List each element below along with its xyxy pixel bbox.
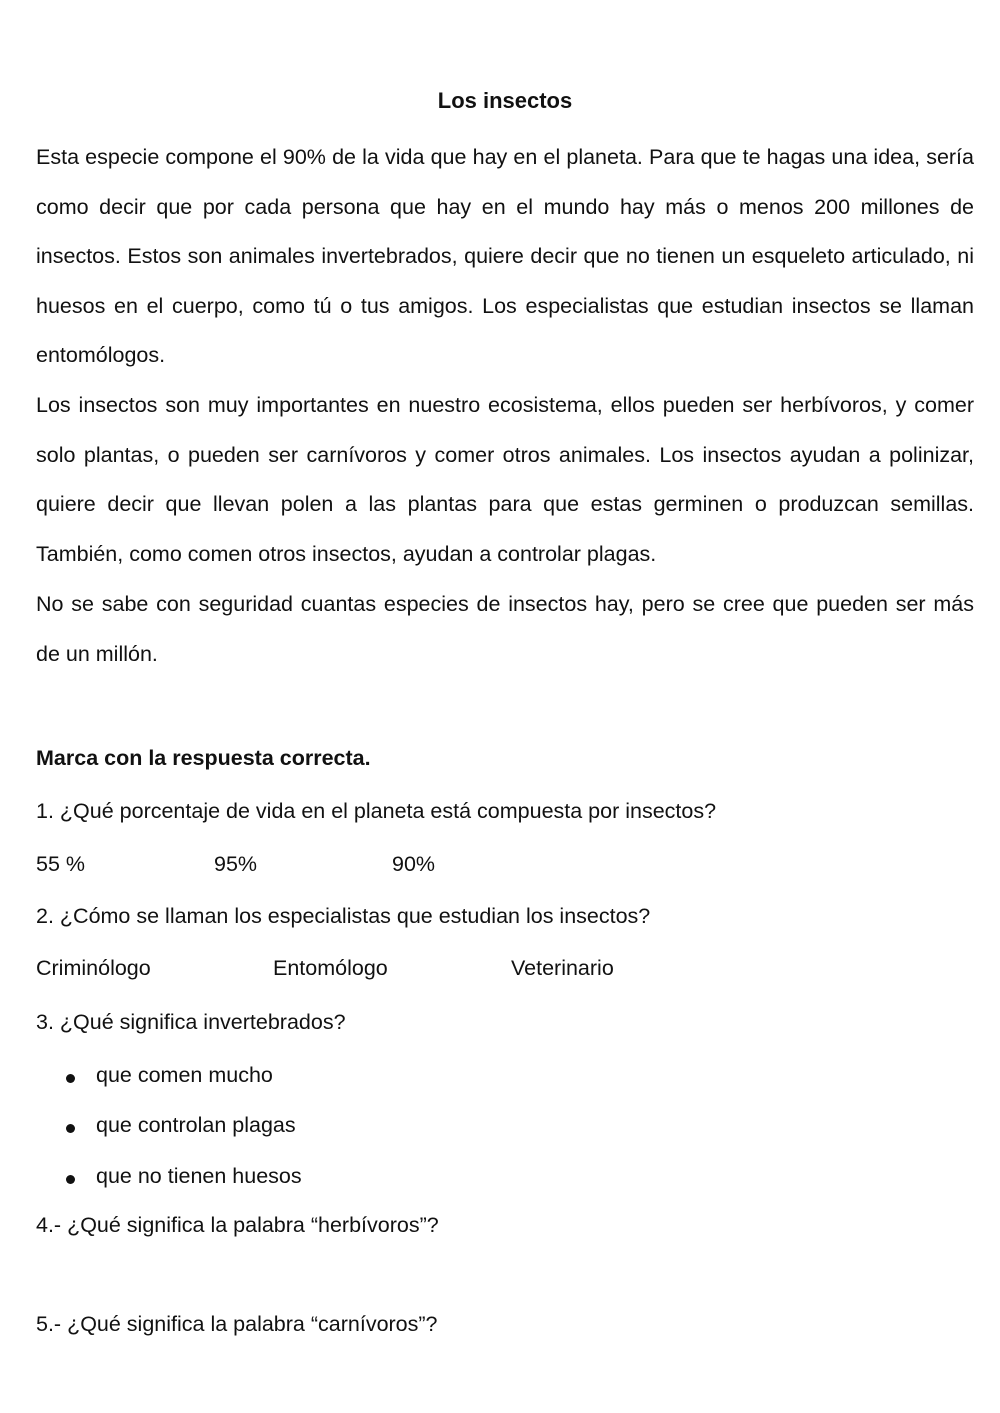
question-1-text: 1. ¿Qué porcentaje de vida en el planeta está compuesta por insectos? [36,799,717,823]
question-5-text: 5.- ¿Qué significa la palabra “carnívoros”? [36,1312,438,1336]
question-3-text: 3. ¿Qué significa invertebrados? [36,1010,346,1034]
question-2-option-c[interactable]: Veterinario [511,956,614,980]
question-1-option-a[interactable]: 55 % [36,852,86,876]
question-3-option-a[interactable]: que comen mucho [96,1063,273,1087]
question-2-text: 2. ¿Cómo se llaman los especialistas que estudian los insectos? [36,904,651,928]
question-1-option-b[interactable]: 95% [214,852,258,876]
bullet-icon [66,1175,75,1184]
reading-paragraph-2: Los insectos son muy importantes en nuestro ecosistema, ellos pueden ser herbívoros, y comer solo plantas, o pueden ser carnívoros y comer otros animales. Los insectos ayudan a polinizar, quiere decir que llevan polen a las plantas para que estas germinen o produzcan semillas. También, como comen otros insectos, ayudan a controlar plagas. [36,393,974,566]
worksheet-title: Los insectos [437,88,573,113]
bullet-icon [66,1124,75,1133]
question-2-option-b[interactable]: Entomólogo [273,956,388,980]
question-3-option-b[interactable]: que controlan plagas [96,1113,296,1137]
reading-paragraph-1: Esta especie compone el 90% de la vida que hay en el planeta. Para que te hagas una idea, sería como decir que por cada persona que hay en el mundo hay más o menos 200 millones de insectos. Estos son animales invertebrados, quiere decir que no tienen un esqueleto articulado, ni huesos en el cuerpo, como tú o tus amigos. Los especialistas que estudian insectos se llaman entomólogos. [36,145,974,367]
question-1-option-c[interactable]: 90% [392,852,436,876]
bullet-icon [66,1074,75,1083]
reading-paragraph-3: No se sabe con seguridad cuantas especies de insectos hay, pero se cree que pueden ser más de un millón. [36,592,974,666]
instructions-heading: Marca con la respuesta correcta. [36,746,371,770]
question-2-option-a[interactable]: Criminólogo [36,956,151,980]
question-3-option-c[interactable]: que no tienen huesos [96,1164,302,1188]
question-4-text: 4.- ¿Qué significa la palabra “herbívoros”? [36,1213,439,1237]
